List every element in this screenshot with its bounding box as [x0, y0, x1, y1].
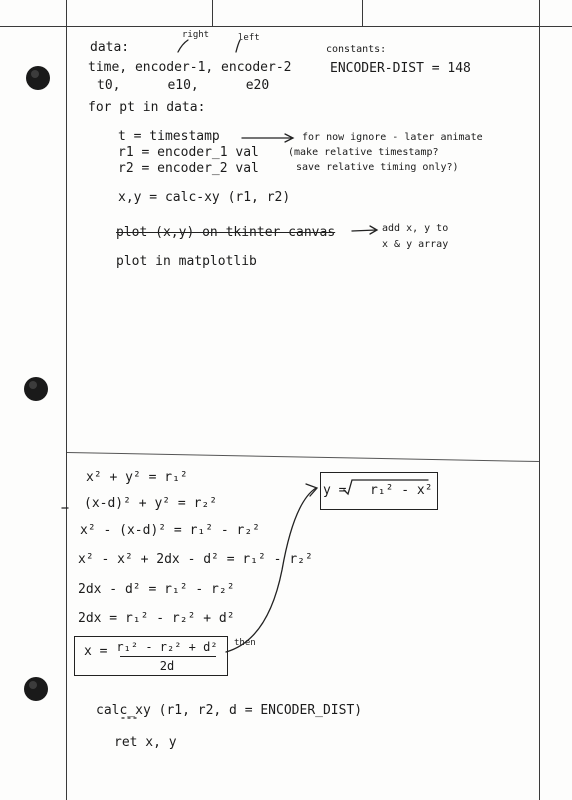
data-fields-line: time, encoder-1, encoder-2	[88, 60, 292, 75]
y-result-equation: y = r₁² - x²	[323, 483, 433, 498]
x-result-denominator: 2d	[159, 659, 175, 673]
return-statement: ret x, y	[114, 735, 177, 750]
add-xy-note-1: add x, y to	[382, 223, 449, 234]
equation-5: 2dx - d² = r₁² - r₂²	[78, 582, 235, 597]
constants-heading: constants:	[326, 44, 387, 55]
r2-line: r2 = encoder_2 val	[118, 161, 259, 176]
right-annotation: right	[182, 30, 210, 40]
data-subscripts-line: t0, e10, e20	[97, 78, 270, 93]
equation-4: x² - x² + 2dx - d² = r₁² - r₂²	[78, 552, 313, 567]
equation-3: x² - (x-d)² = r₁² - r₂²	[80, 523, 261, 538]
x-result-numerator: r₁² - r₂² + d²	[116, 640, 218, 654]
strikethrough-plot-line: plot (x,y) on tkinter canvas	[116, 225, 336, 240]
data-heading: data:	[90, 40, 130, 55]
timestamp-note-1: for now ignore - later animate	[302, 132, 483, 143]
matplotlib-line: plot in matplotlib	[116, 254, 257, 269]
x-result-lhs: x =	[84, 644, 108, 659]
timestamp-line: t = timestamp	[118, 129, 220, 144]
encoder-dist-constant: ENCODER-DIST = 148	[330, 61, 471, 76]
timestamp-note-2: (make relative timestamp?	[288, 147, 439, 158]
r1-line: r1 = encoder_1 val	[118, 145, 259, 160]
for-loop-line: for pt in data:	[88, 100, 206, 115]
equation-2: (x-d)² + y² = r₂²	[84, 496, 218, 511]
left-annotation: left	[238, 33, 260, 43]
fraction-bar	[120, 656, 216, 657]
equation-6: 2dx = r₁² - r₂² + d²	[78, 611, 235, 626]
calc-xy-signature: calc_xy (r1, r2, d = ENCODER_DIST)	[96, 703, 363, 718]
add-xy-note-2: x & y array	[382, 239, 449, 250]
then-annotation: then	[234, 638, 256, 648]
calc-xy-line: x,y = calc-xy (r1, r2)	[118, 190, 291, 205]
equation-1: x² + y² = r₁²	[86, 470, 188, 485]
timestamp-note-3: save relative timing only?)	[296, 162, 459, 173]
